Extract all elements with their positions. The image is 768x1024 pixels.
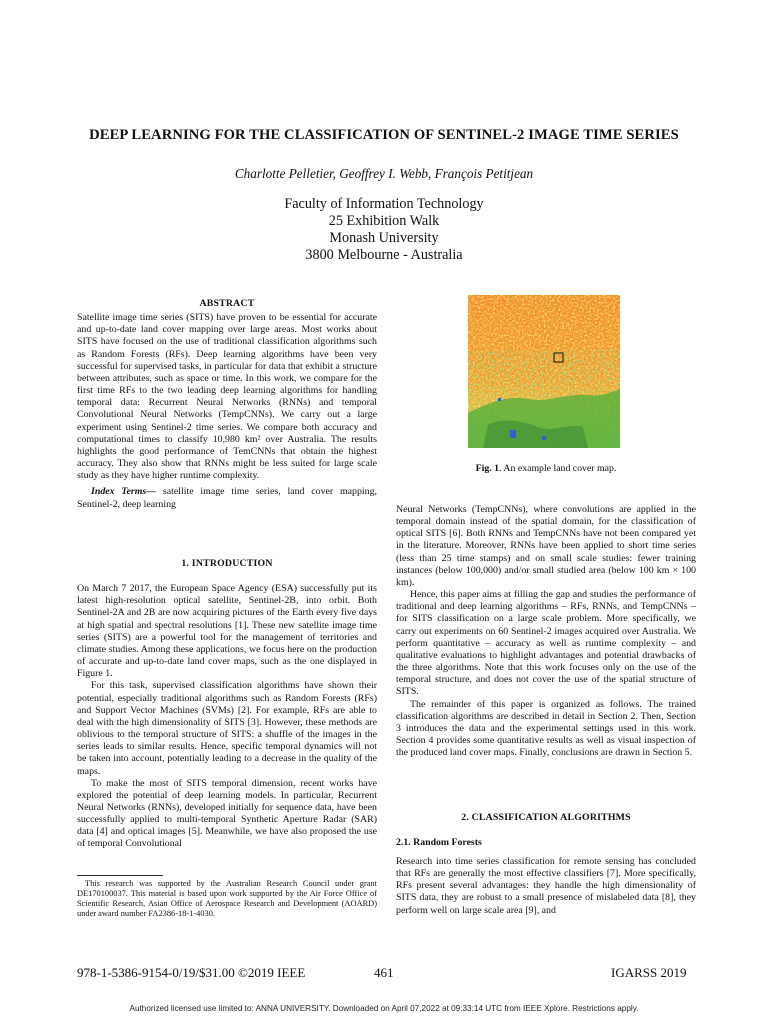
figure-caption-text: . An example land cover map.	[499, 463, 617, 474]
license-notice: Authorized licensed use limited to: ANNA UNIVERSITY. Downloaded on April 07,2022 at 09:33:14 UTC from IEEE Xplore. Restrictions apply.	[129, 1004, 639, 1013]
affiliation-line: 25 Exhibition Walk	[328, 213, 440, 229]
map-water-body	[542, 436, 546, 440]
body-paragraph: Neural Networks (TempCNNs), where convolutions are applied in the temporal domain instead of the spatial domain, for the classification of optical SITS [6]. Both RNNs and TempCNNs have not been compared yet in the literature. Moreover, RNNs have been applied to short time series (less than 25 time stamps) and on small scale studies: fewer training instances (below 100,000) and/or small studied area (below 100 km × 100 km).	[396, 504, 696, 588]
isbn-line: 978-1-5386-9154-0/19/$31.00 ©2019 IEEE	[77, 965, 306, 980]
land-cover-map-figure	[468, 295, 620, 448]
right-column	[396, 504, 696, 759]
affiliation-line: 3800 Melbourne - Australia	[305, 247, 463, 263]
index-terms-label: Index Terms—	[91, 486, 157, 498]
affiliation-block	[0, 196, 768, 264]
intro-paragraph: To make the most of SITS temporal dimension, recent works have explored the potential of deep learning models. In particular, Recurrent Neural Networks (RNNs), developed initially for sequence data, have been successfully applied to multi-temporal Synthetic Aperture Radar (SAR) data [4] and optical images [5]. Meanwhile, we have also proposed the use of temporal Convolutional	[77, 777, 377, 850]
figure-caption-label: Fig. 1	[475, 463, 500, 474]
introduction-section	[77, 558, 377, 851]
conference-name: IGARSS 2019	[611, 965, 687, 980]
footnote	[77, 879, 377, 919]
body-paragraph: Research into time series classification for remote sensing has concluded that RFs are generally the most effective classifiers [7]. More specifically, RFs present several advantages: they handle the high dimensionality of SITS data, they are robust to a small presence of mislabeled data [8], they perform well on large scale area [9], and	[396, 856, 696, 916]
page-number: 461	[374, 965, 394, 980]
affiliation-line: Faculty of Information Technology	[284, 196, 484, 212]
abstract-section	[77, 298, 377, 511]
introduction-heading: 1. INTRODUCTION	[181, 558, 273, 569]
intro-paragraph: On March 7 2017, the European Space Agency (ESA) successfully put its latest high-resolution optical satellite, Sentinel-2B, into orbit. Both Sentinel-2A and 2B are now acquiring pictures of the Earth every five days at high spatial and spectral resolutions [1]. These new satellite image time series (SITS) are a powerful tool for the management of territories and climate studies. Among these applications, we focus here on the production of accurate and up-to-date land cover maps, such as the one displayed in Figure 1.	[77, 583, 377, 680]
affiliation-line: Monash University	[329, 230, 439, 246]
section-heading: 2. CLASSIFICATION ALGORITHMS	[461, 812, 631, 823]
footnote-rule	[77, 875, 163, 876]
abstract-heading: ABSTRACT	[199, 298, 255, 309]
map-water-body	[510, 430, 516, 438]
footnote-text: This research was supported by the Australian Research Council under grant DE170100037. This material is based upon work supported by the Air Force Office of Scientific Research, Asian Office of Aerospace Research and Development (AOARD) under award number FA2386-18-1-4030.	[77, 879, 377, 919]
intro-paragraph: For this task, supervised classification algorithms have shown their potential, especially traditional algorithms such as Random Forests (RFs) and Support Vector Machines (SVMs) [2]. For example, RFs are able to deal with the high dimensionality of SITS [3]. However, these methods are oblivious to the temporal structure of SITS: a shuffle of the images in the series leads to similar results. Hence, specific temporal dynamics will not be taken into account, potentially leading to a decrease in the quality of the maps.	[77, 680, 377, 777]
index-terms	[77, 486, 377, 510]
subsection-heading: 2.1. Random Forests	[396, 837, 482, 848]
figure-caption	[396, 463, 696, 474]
map-water-body	[498, 398, 501, 401]
abstract-text: Satellite image time series (SITS) have proven to be essential for accurate and up-to-date land cover mapping over large areas. Most works about SITS have focused on the use of traditional classification algorithms such as Random Forests (RFs). Deep learning algorithms have been very successful for supervised tasks, in particular for data that exhibit a structure between attributes, such as space or time. In this work, we compare for the first time RFs to the two leading deep learning algorithms for handling temporal data: Recurrent Neural Networks (RNNs) and temporal Convolutional Neural Networks (TempCNNs). We carry out a large experiment using Sentinel-2 time series. We compare both accuracy and computational times to classify 10,980 km² over Australia. The results highlights the good performance of TemCNNs that obtain the highest accuracy. They also show that RNNs might be less suited for large scale study as they have higher runtime complexity.	[77, 312, 377, 482]
index-terms-text: satellite image time series, land cover mapping, Sentinel-2, deep learning	[77, 486, 377, 510]
paper-title: DEEP LEARNING FOR THE CLASSIFICATION OF SENTINEL-2 IMAGE TIME SERIES	[89, 127, 679, 143]
author-list: Charlotte Pelletier, Geoffrey I. Webb, François Petitjean	[234, 166, 534, 181]
body-paragraph: Hence, this paper aims at filling the gap and studies the performance of traditional and deep learning algorithms – RFs, RNNs, and TempCNNs – for SITS classification on a large scale problem. More specifically, we carry out experiments on 60 Sentinel-2 images acquired over Australia. We perform quantitative – accuracy as well as runtime complexity – and qualitative evaluations to highlight advantages and potential drawbacks of the three algorithms. Note that this work focuses only on the use of the temporal structure, and does not cover the use of the spatial structure of SITS.	[396, 589, 696, 698]
body-paragraph: The remainder of this paper is organized as follows. The trained classification algorithms are described in detail in Section 2. Then, Section 3 introduces the data and the experimental settings used in this work. Section 4 provides some quantitative results as well as visual inspection of the produced land cover maps. Finally, conclusions are drawn in Section 5.	[396, 698, 696, 759]
